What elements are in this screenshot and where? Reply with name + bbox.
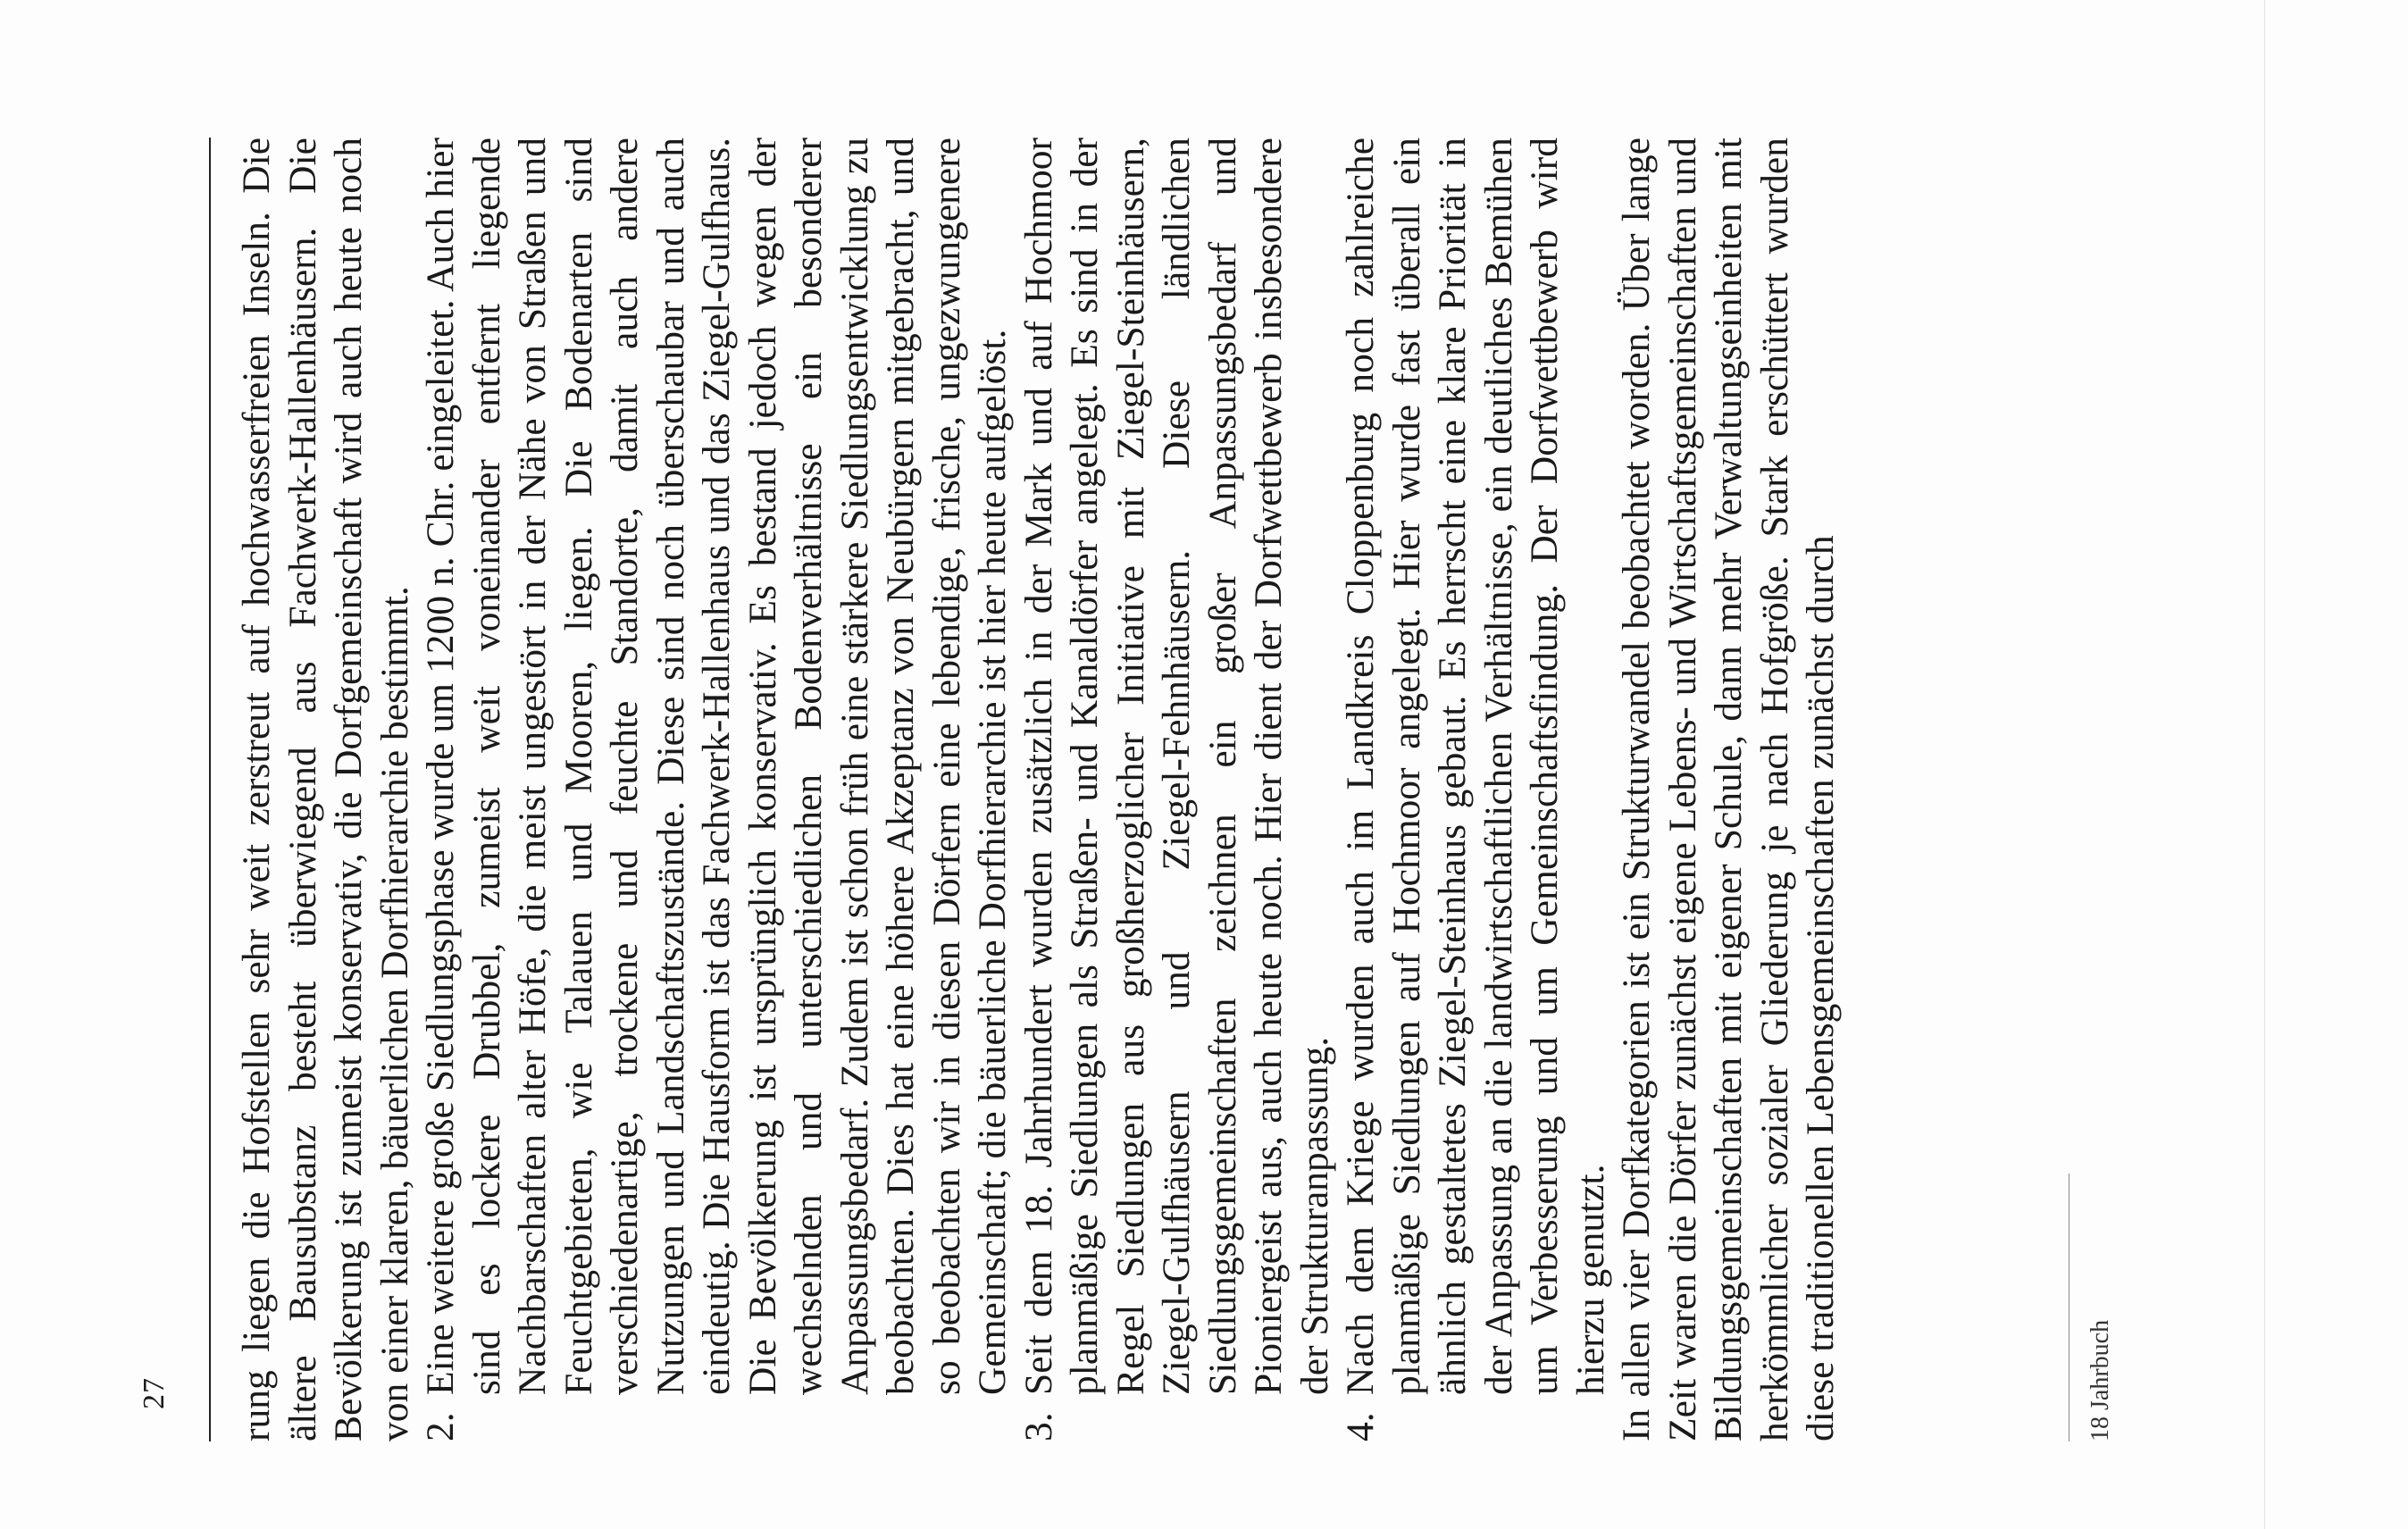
page-number: 27 [138,1377,171,1409]
list-item-number: 3. [1016,1412,1060,1441]
body-text [234,138,2074,1441]
list-item [1338,138,1614,1441]
footer-signature: 18 Jahrbuch [2086,1319,2114,1441]
list-item [418,138,1016,1441]
list-item [1016,138,1339,1441]
header-rule [209,138,211,1441]
list-item-text: Eine weitere große Siedlungsphase wurde um 1200 n. Chr. eingeleitet. Auch hier sind es lockere Drubbel, zumeist weit voneinander entfernt liegende Nachbarschaften alter Höfe, die meist ungestört in der Nähe von Straßen und Feuchtgebieten, wie Talauen und Mooren, liegen. Die Bodenarten sind verschiedenartige, trockene und feuchte Standorte, damit auch andere Nutzungen und Landschaftszustände. Diese sind noch überschaubar und auch eindeutig. Die Hausform ist das Fachwerk-Hallenhaus und das Ziegel-Gulfhaus. Die Bevölkerung ist ursprünglich konservativ. Es bestand jedoch wegen der wechselnden und unterschiedlichen Bodenverhältnisse ein besonderer Anpassungsbedarf. Zudem ist schon früh eine stärkere Siedlungsentwicklung zu beobachten. Dies hat eine höhere Akzeptanz von Neubürgern mitgebracht, und so beobachten wir in diesen Dörfern eine lebendige, frische, ungezwungenere Gemeinschaft; die bäuerliche Dorfhierarchie ist hier heute aufgelöst. [419,138,1014,1395]
closing-paragraph: In allen vier Dorfkategorien ist ein Strukturwandel beobachtet worden. Über lange Zeit waren die Dörfer zunächst eigene Lebens- und Wirtschaftsgemeinschaften und Bildungsgemeinschaften mit eigener Schule, dann mehr Verwaltungseinheiten mit herkömmlicher sozialer Gliederung je nach Hofgröße. Stark erschüttert wurden diese traditionellen Lebensgemeinschaften zunächst durch [1615,138,1842,1441]
village-category-list [418,138,1614,1441]
list-item-number: 4. [1339,1412,1382,1441]
intro-continuation: rung liegen die Hofstellen sehr weit zerstreut auf hochwasserfreien Inseln. Die ältere Bausubstanz besteht überwiegend aus Fachwerk-Hallenhäusern. Die Bevölkerung ist zumeist konservativ, die Dorfgemeinschaft wird auch heute noch von einer klaren, bäuerlichen Dorfhierarchie bestimmt. [235,138,416,1441]
list-item-text: Nach dem Kriege wurden auch im Landkreis Cloppenburg noch zahlreiche planmäßige Siedlungen auf Hochmoor angelegt. Hier wurde fast überall ein ähnlich gestaltetes Ziegel-Steinhaus gebaut. Es herrscht eine klare Priorität in der Anpassung an die landwirtschaftlichen Verhältnisse, ein deutliches Bemühen um Verbesserung und um Gemeinschaftsfindung. Der Dorfwettbewerb wird hierzu genutzt. [1339,138,1612,1395]
list-item-text: Seit dem 18. Jahrhundert wurden zusätzlich in der Mark und auf Hochmoor planmäßige Siedlungen als Straßen- und Kanaldörfer angelegt. Es sind in der Regel Siedlungen aus großherzoglicher Initiative mit Ziegel-Steinhäusern, Ziegel-Gulfhäusern und Ziegel-Fehnhäusern. Diese ländlichen Siedlungsgemeinschaften zeichnen ein großer Anpassungsbedarf und Pioniergeist aus, auch heute noch. Hier dient der Dorfwettbewerb insbesondere der Strukturanpassung. [1016,138,1336,1395]
list-item-number: 2. [419,1412,462,1441]
